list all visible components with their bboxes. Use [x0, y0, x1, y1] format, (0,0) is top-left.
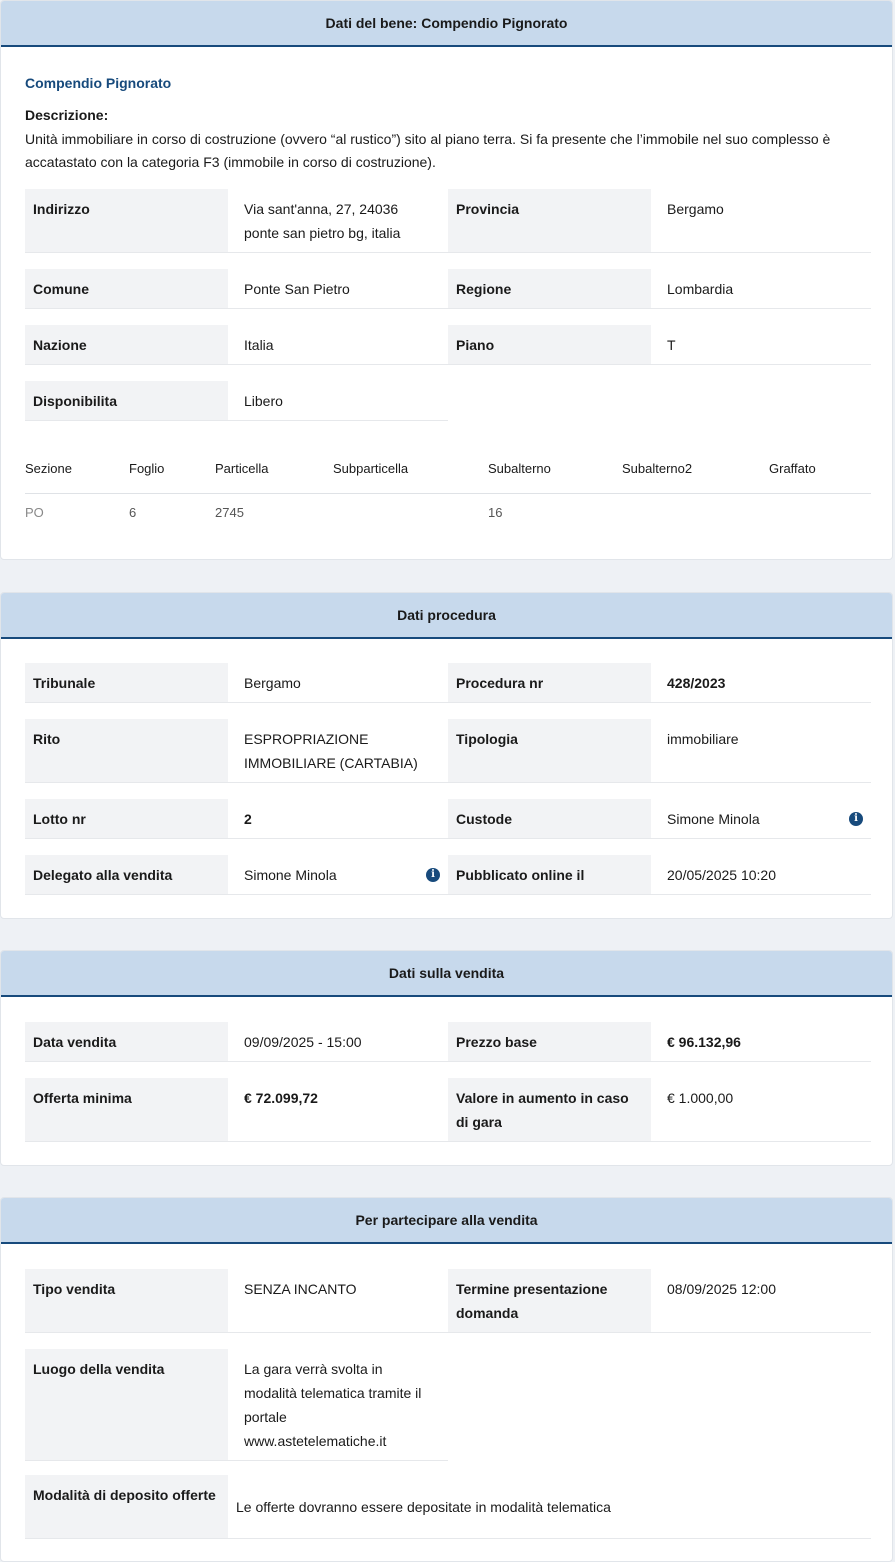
descrizione-label: Descrizione:	[25, 107, 109, 123]
card-header-dati-procedura: Dati procedura	[1, 593, 892, 639]
catasto-header-sezione: Sezione	[25, 461, 72, 476]
indirizzo-value: Via sant'anna, 27, 24036 ponte san pietro bg, italia	[228, 189, 448, 253]
custode-name: Simone Minola	[667, 811, 760, 827]
tipologia-label: Tipologia	[448, 719, 651, 783]
catasto-header-subparticella: Subparticella	[333, 461, 409, 476]
piano-label: Piano	[448, 325, 651, 365]
catasto-foglio: 6	[129, 505, 137, 520]
catasto-header-subalterno: Subalterno	[488, 461, 551, 476]
valore-aumento-label: Valore in aumento in caso di gara	[448, 1078, 651, 1142]
delegato-info-icon[interactable]: i	[426, 868, 440, 882]
card-partecipare	[0, 1197, 893, 1562]
disponibilita-label: Disponibilita	[25, 381, 228, 421]
nazione-value: Italia	[228, 325, 448, 365]
termine-value: 08/09/2025 12:00	[651, 1269, 871, 1333]
delegato-value	[228, 855, 448, 895]
card-dati-bene	[0, 0, 893, 560]
deposito-label: Modalità di deposito offerte	[25, 1475, 228, 1539]
tribunale-value: Bergamo	[228, 663, 448, 703]
luogo-label: Luogo della vendita	[25, 1349, 228, 1461]
rito-label: Rito	[25, 719, 228, 783]
card-dati-procedura	[0, 592, 893, 919]
lotto-label: Lotto nr	[25, 799, 228, 839]
custode-label: Custode	[448, 799, 651, 839]
custode-info-icon[interactable]: i	[849, 812, 863, 826]
custode-value	[651, 799, 871, 839]
catasto-header-graffato: Graffato	[769, 461, 816, 476]
offerta-minima-value: € 72.099,72	[228, 1078, 448, 1142]
catasto-header-subalterno2: Subalterno2	[622, 461, 693, 476]
descrizione-text: Unità immobiliare in corso di costruzione (ovvero “al rustico”) sito al piano terra. Si fa presente che l’immobile nel suo complesso è accatastato con la categoria F3 (immobile in corso di costruzione).	[25, 131, 831, 170]
catasto-header-particella: Particella	[215, 461, 269, 476]
termine-label: Termine presentazione domanda	[448, 1269, 651, 1333]
nazione-label: Nazione	[25, 325, 228, 365]
provincia-label: Provincia	[448, 189, 651, 253]
disponibilita-value: Libero	[228, 381, 448, 421]
procedura-label: Procedura nr	[448, 663, 651, 703]
comune-label: Comune	[25, 269, 228, 309]
valore-aumento-value: € 1.000,00	[651, 1078, 871, 1142]
lotto-value: 2	[228, 799, 448, 839]
regione-value: Lombardia	[651, 269, 871, 309]
piano-value: T	[651, 325, 871, 365]
card-header-partecipare: Per partecipare alla vendita	[1, 1198, 892, 1244]
pubblicato-value: 20/05/2025 10:20	[651, 855, 871, 895]
catasto-header-foglio: Foglio	[129, 461, 165, 476]
indirizzo-label: Indirizzo	[25, 189, 228, 253]
prezzo-base-label: Prezzo base	[448, 1022, 651, 1062]
tipo-vendita-value: SENZA INCANTO	[228, 1269, 448, 1333]
card-dati-vendita	[0, 950, 893, 1166]
deposito-value: Le offerte dovranno essere depositate in modalità telematica	[228, 1475, 871, 1539]
comune-value: Ponte San Pietro	[228, 269, 448, 309]
regione-label: Regione	[448, 269, 651, 309]
data-vendita-value: 09/09/2025 - 15:00	[228, 1022, 448, 1062]
card-header-dati-bene: Dati del bene: Compendio Pignorato	[1, 1, 892, 47]
catasto-subalterno: 16	[488, 505, 503, 520]
delegato-name: Simone Minola	[244, 867, 337, 883]
tipologia-value: immobiliare	[651, 719, 871, 783]
catasto-row	[25, 501, 871, 525]
procedura-value: 428/2023	[651, 663, 871, 703]
catasto-particella: 2745	[215, 505, 244, 520]
prezzo-base-value: € 96.132,96	[651, 1022, 871, 1062]
offerta-minima-label: Offerta minima	[25, 1078, 228, 1142]
card-header-dati-vendita: Dati sulla vendita	[1, 951, 892, 997]
rito-value: ESPROPRIAZIONE IMMOBILIARE (CARTABIA)	[228, 719, 448, 783]
delegato-label: Delegato alla vendita	[25, 855, 228, 895]
compendio-title: Compendio Pignorato	[25, 75, 172, 91]
pubblicato-label: Pubblicato online il	[448, 855, 651, 895]
tipo-vendita-label: Tipo vendita	[25, 1269, 228, 1333]
catasto-sezione: PO	[25, 505, 44, 520]
catasto-header-row	[25, 457, 871, 494]
luogo-value: La gara verrà svolta in modalità telematica tramite il portale www.astetelematiche.it	[228, 1349, 448, 1461]
provincia-value: Bergamo	[651, 189, 871, 253]
data-vendita-label: Data vendita	[25, 1022, 228, 1062]
tribunale-label: Tribunale	[25, 663, 228, 703]
